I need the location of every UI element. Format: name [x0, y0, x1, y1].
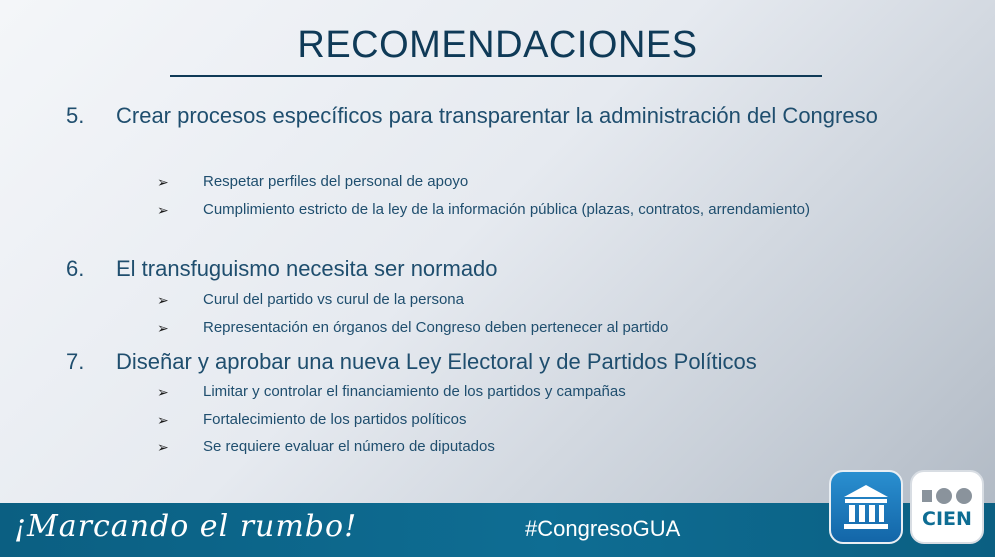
cien-logo [910, 470, 984, 544]
cien-logo-text: CIEN [922, 508, 972, 530]
subitem-text: Limitar y controlar el financiamiento de los partidos y campañas [203, 383, 626, 400]
congreso-logo [829, 470, 903, 544]
item-text: Diseñar y aprobar una nueva Ley Electoral y de Partidos Políticos [116, 349, 757, 374]
footer-hashtag: #CongresoGUA [525, 516, 681, 541]
footer-slogan: ¡Marcando el rumbo! [14, 509, 358, 544]
subitem-text: Cumplimiento estricto de la ley de la información pública (plazas, contratos, arrendamiento) [203, 201, 810, 218]
arrow-bullet-icon: ➢ [157, 384, 169, 400]
subitem-text: Respetar perfiles del personal de apoyo [203, 173, 469, 190]
arrow-bullet-icon: ➢ [157, 439, 169, 455]
subitem-text: Representación en órganos del Congreso deben pertenecer al partido [203, 319, 669, 336]
subitem-text: Curul del partido vs curul de la persona [203, 291, 464, 308]
building-columns-icon [831, 472, 901, 542]
item-number: 5. [66, 103, 85, 128]
arrow-bullet-icon: ➢ [157, 292, 169, 308]
slide-title: RECOMENDACIONES [297, 24, 698, 66]
subitem-text: Se requiere evaluar el número de diputados [203, 438, 495, 455]
item-text: El transfuguismo necesita ser normado [116, 256, 498, 281]
item-number: 7. [66, 349, 85, 374]
arrow-bullet-icon: ➢ [157, 174, 169, 190]
item-number: 6. [66, 256, 85, 281]
arrow-bullet-icon: ➢ [157, 202, 169, 218]
subitem-text: Fortalecimiento de los partidos políticos [203, 411, 467, 428]
item-text: Crear procesos específicos para transparentar la administración del Congreso [116, 103, 878, 128]
arrow-bullet-icon: ➢ [157, 320, 169, 336]
arrow-bullet-icon: ➢ [157, 412, 169, 428]
cien-dots-icon [920, 486, 976, 506]
